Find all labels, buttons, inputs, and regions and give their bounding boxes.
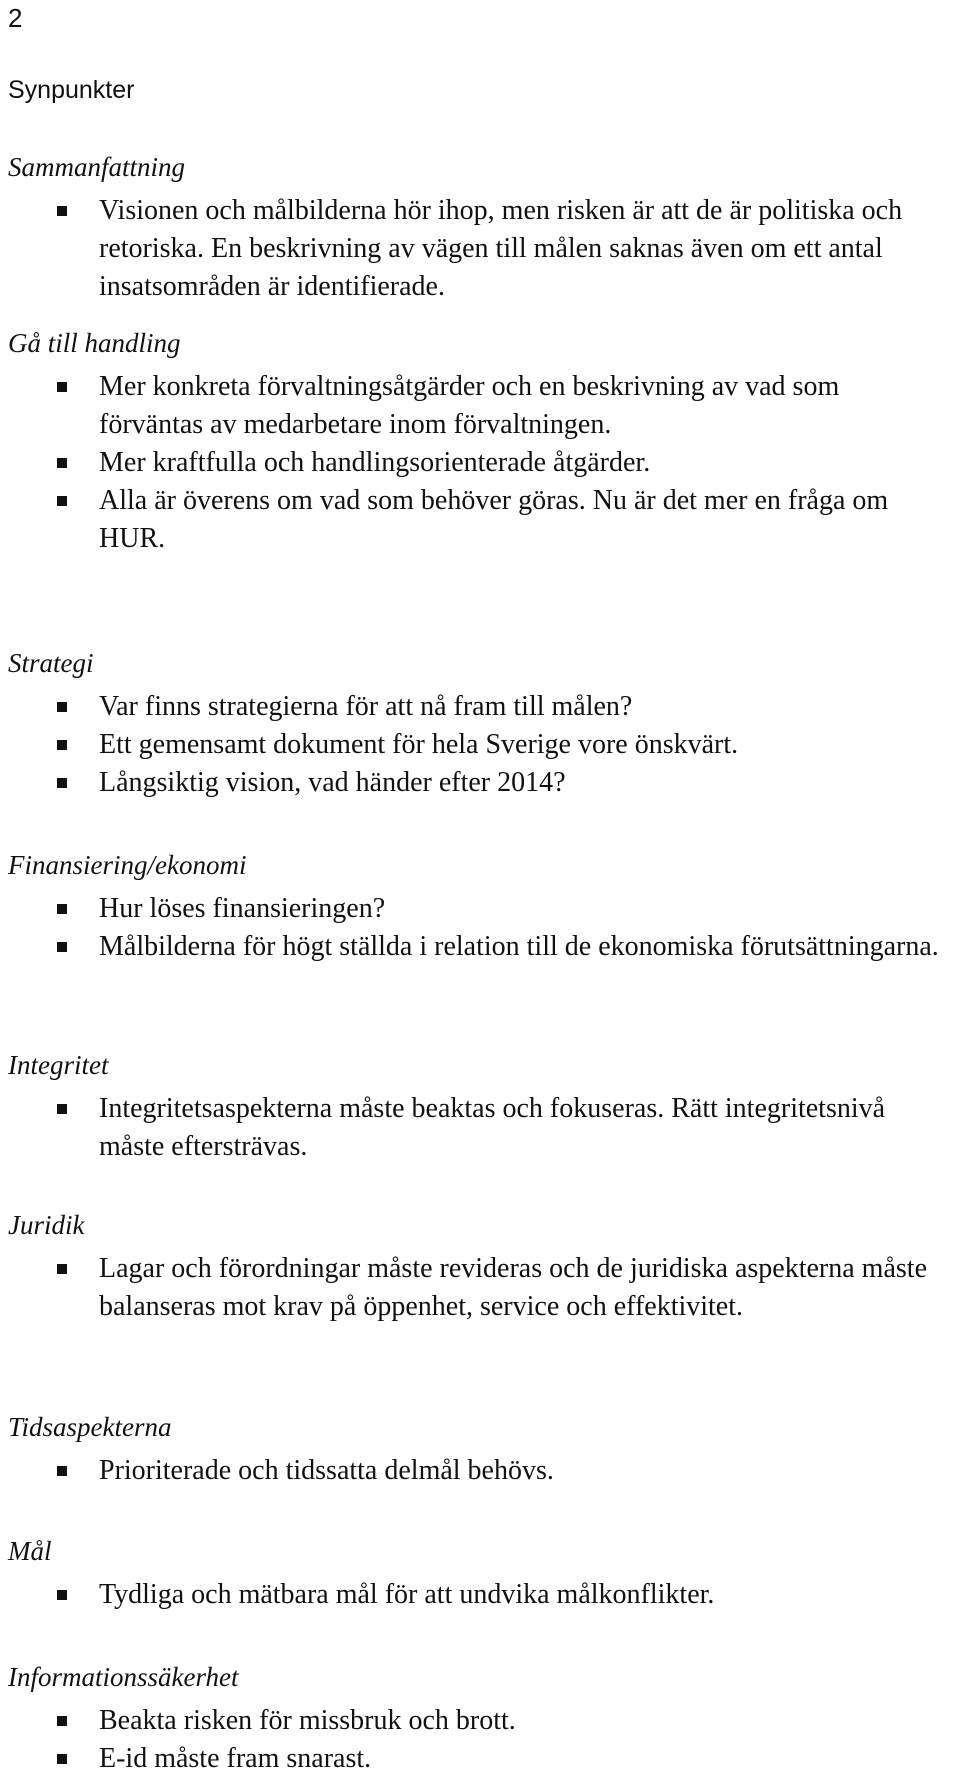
square-bullet-icon: [57, 702, 67, 712]
list-item-text: Integritetsaspekterna måste beaktas och fokuseras. Rätt integritetsnivå måste eftersträvas.: [99, 1093, 886, 1162]
list-item: [0, 928, 960, 966]
list-item: [0, 764, 960, 802]
list-item-text: Visionen och målbilderna hör ihop, men risken är att de är politiska och retoriska. En beskrivning av vägen till målen saknas även om ett antal insatsområden är identifierade.: [99, 195, 903, 302]
list-item: [0, 1576, 960, 1614]
list-item: [0, 1702, 960, 1740]
list-item: [0, 368, 960, 444]
list-item: [0, 192, 960, 306]
page-title: Synpunkter: [8, 76, 135, 104]
section-heading: Sammanfattning: [8, 152, 186, 182]
section-juridik: [0, 1208, 960, 1326]
list-item-text: Hur löses finansieringen?: [99, 893, 386, 924]
square-bullet-icon: [57, 1104, 67, 1114]
square-bullet-icon: [57, 382, 67, 392]
square-bullet-icon: [57, 942, 67, 952]
list-item-text: E-id måste fram snarast.: [99, 1743, 372, 1774]
list-item: [0, 1250, 960, 1326]
section-heading: Gå till handling: [8, 328, 181, 358]
square-bullet-icon: [57, 778, 67, 788]
section-heading: Strategi: [8, 648, 94, 678]
list-item-text: Tydliga och mätbara mål för att undvika målkonflikter.: [99, 1579, 715, 1610]
list-item: [0, 726, 960, 764]
bullet-list: [0, 1090, 960, 1166]
bullet-list: [0, 688, 960, 802]
list-item: [0, 1740, 960, 1778]
square-bullet-icon: [57, 1264, 67, 1274]
list-item-text: Var finns strategierna för att nå fram till målen?: [99, 691, 633, 722]
section-heading: Finansiering/ekonomi: [8, 850, 247, 880]
bullet-list: [0, 1452, 960, 1490]
square-bullet-icon: [57, 1754, 67, 1764]
square-bullet-icon: [57, 496, 67, 506]
section-heading: Mål: [8, 1536, 52, 1566]
bullet-list: [0, 890, 960, 966]
list-item-text: Prioriterade och tidssatta delmål behövs.: [99, 1455, 554, 1486]
page-number: 2: [8, 3, 23, 33]
section-mal: [0, 1534, 960, 1614]
list-item: [0, 1452, 960, 1490]
section-heading: Integritet: [8, 1050, 109, 1080]
square-bullet-icon: [57, 458, 67, 468]
list-item-text: Ett gemensamt dokument för hela Sverige vore önskvärt.: [99, 729, 739, 760]
section-tidsaspekterna: [0, 1410, 960, 1490]
section-heading: Tidsaspekterna: [8, 1412, 172, 1442]
square-bullet-icon: [57, 740, 67, 750]
list-item: [0, 482, 960, 558]
bullet-list: [0, 1702, 960, 1778]
list-item: [0, 1090, 960, 1166]
square-bullet-icon: [57, 1466, 67, 1476]
bullet-list: [0, 368, 960, 558]
section-ga-till-handling: [0, 326, 960, 558]
list-item-text: Lagar och förordningar måste revideras och de juridiska aspekterna måste balanseras mot krav på öppenhet, service och effektivitet.: [99, 1253, 927, 1322]
bullet-list: [0, 1250, 960, 1326]
list-item-text: Målbilderna för högt ställda i relation till de ekonomiska förutsättningarna.: [99, 931, 939, 962]
list-item: [0, 890, 960, 928]
section-heading: Juridik: [8, 1210, 85, 1240]
list-item-text: Mer konkreta förvaltningsåtgärder och en beskrivning av vad som förväntas av medarbetare inom förvaltningen.: [99, 371, 840, 440]
section-informationssakerhet: [0, 1660, 960, 1778]
square-bullet-icon: [57, 206, 67, 216]
list-item: [0, 444, 960, 482]
bullet-list: [0, 1576, 960, 1614]
section-heading: Informationssäkerhet: [8, 1662, 239, 1692]
square-bullet-icon: [57, 1716, 67, 1726]
list-item-text: Långsiktig vision, vad händer efter 2014?: [99, 767, 566, 798]
list-item-text: Beakta risken för missbruk och brott.: [99, 1705, 516, 1736]
square-bullet-icon: [57, 904, 67, 914]
section-sammanfattning: [0, 150, 960, 306]
square-bullet-icon: [57, 1590, 67, 1600]
section-finansiering-ekonomi: [0, 848, 960, 966]
section-integritet: [0, 1048, 960, 1166]
section-strategi: [0, 646, 960, 802]
bullet-list: [0, 192, 960, 306]
list-item-text: Alla är överens om vad som behöver göras. Nu är det mer en fråga om HUR.: [99, 485, 889, 554]
list-item-text: Mer kraftfulla och handlingsorienterade åtgärder.: [99, 447, 651, 478]
list-item: [0, 688, 960, 726]
